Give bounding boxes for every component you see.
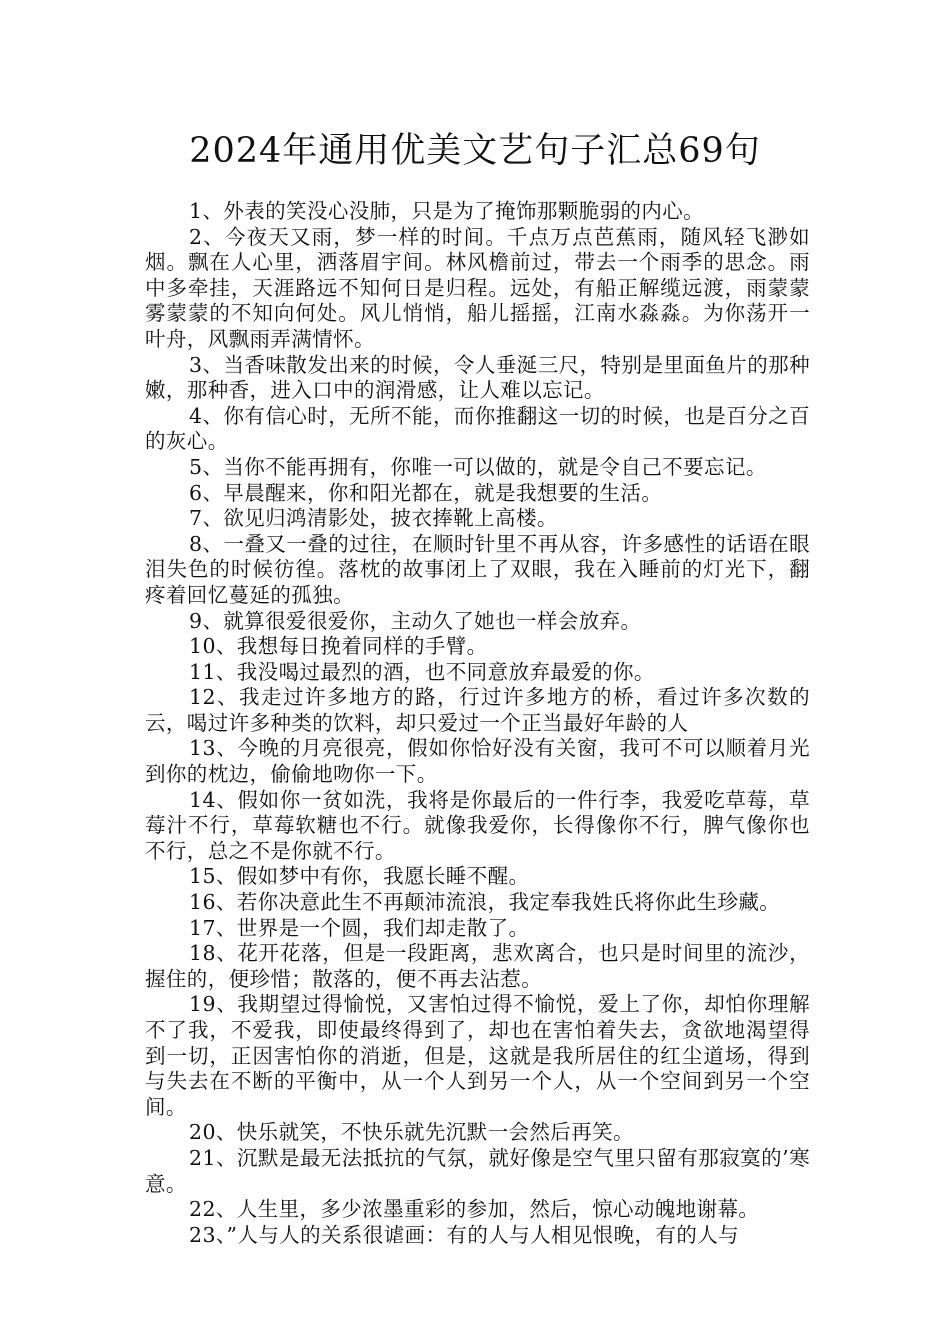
paragraph: 3、当香味散发出来的时候，令人垂涎三尺，特别是里面鱼片的那种嫩，那种香，进入口中的润滑感，让人难以忘记。 xyxy=(145,352,810,403)
paragraph: 7、欲见归鸿清影处，披衣捧靴上高楼。 xyxy=(189,506,558,531)
paragraph: 10、我想每日挽着同样的手臂。 xyxy=(189,634,488,659)
paragraph: 17、世界是一个圆，我们却走散了。 xyxy=(189,915,530,940)
paragraph: 22、人生里，多少浓墨重彩的参加，然后，惊心动魄地谢幕。 xyxy=(189,1197,760,1222)
paragraph: 18、花开花落，但是一段距离，悲欢离合，也只是时间里的流沙，握住的，便珍惜；散落的，便不再去沾惹。 xyxy=(145,941,810,991)
paragraph: 16、若你决意此生不再颠沛流浪，我定奉我姓氏将你此生珍藏。 xyxy=(189,890,781,915)
document-title: 2024年通用优美文艺句子汇总69句 xyxy=(189,131,761,171)
paragraph: 9、就算很爱很爱你，主动久了她也一样会放弃。 xyxy=(189,608,642,633)
paragraph: 11、我没喝过最烈的酒，也不同意放弃最爱的你。 xyxy=(189,659,655,684)
paragraph: 4、你有信心时，无所不能，而你推翻这一切的时候，也是百分之百的灰心。 xyxy=(145,403,810,454)
paragraph: 23、”人与人的关系很谑画：有的人与人相见恨晚，有的人与 xyxy=(189,1222,740,1247)
paragraph: 5、当你不能再拥有，你唯一可以做的，就是令自己不要忘记。 xyxy=(189,454,767,479)
document-body xyxy=(145,199,810,1248)
paragraph: 19、我期望过得愉悦，又害怕过得不愉悦，爱上了你，却怕你理解不了我，不爱我，即使最终得到了，却也在害怕着失去，贪欲地渴望得到一切，正因害怕你的消逝，但是，这就是我所居住的红尘道场，得到与失去在不断的平衡中，从一个人到另一个人，从一个空间到另一个空间。 xyxy=(145,992,810,1119)
paragraph: 12、我走过许多地方的路，行过许多地方的桥，看过许多次数的云，喝过许多种类的饮料，却只爱过一个正当最好年龄的人 xyxy=(145,685,810,735)
paragraph: 1、外表的笑没心没肺，只是为了掩饰那颗脆弱的内心。 xyxy=(189,199,705,223)
paragraph: 8、一叠又一叠的过往，在顺时针里不再从容，许多感性的话语在眼泪失色的时候彷徨。落枕的故事闭上了双眼，我在入睡前的灯光下，翻疼着回忆蔓延的孤独。 xyxy=(145,531,810,607)
paragraph: 13、今晚的月亮很亮，假如你恰好没有关窗，我可不可以顺着月光到你的枕边，偷偷地吻你一下。 xyxy=(145,736,810,787)
paragraph: 21、沉默是最无法抵抗的气氛，就好像是空气里只留有那寂寞的’寒意。 xyxy=(145,1145,810,1196)
paragraph: 14、假如你一贫如洗，我将是你最后的一件行李，我爱吃草莓，草莓汁不行，草莓软糖也不行。就像我爱你，长得像你不行，脾气像你也不行，总之不是你就不行。 xyxy=(145,787,810,863)
paragraph: 2、今夜天又雨，梦一样的时间。千点万点芭蕉雨，随风轻飞渺如烟。飘在人心里，洒落眉宇间。林风檐前过，带去一个雨季的思念。雨中多牵挂，天涯路远不知何日是归程。远处，有船正解缆远渡，雨蒙蒙雾蒙蒙的不知向何处。风儿悄悄，船儿摇摇，江南水淼淼。为你荡开一叶舟，风飘雨弄满情怀。 xyxy=(145,224,810,351)
paragraph: 6、早晨醒来，你和阳光都在，就是我想要的生活。 xyxy=(189,480,663,505)
paragraph: 20、快乐就笑，不快乐就先沉默一会然后再笑。 xyxy=(189,1120,634,1145)
paragraph: 15、假如梦中有你，我愿长睡不醒。 xyxy=(189,864,530,889)
